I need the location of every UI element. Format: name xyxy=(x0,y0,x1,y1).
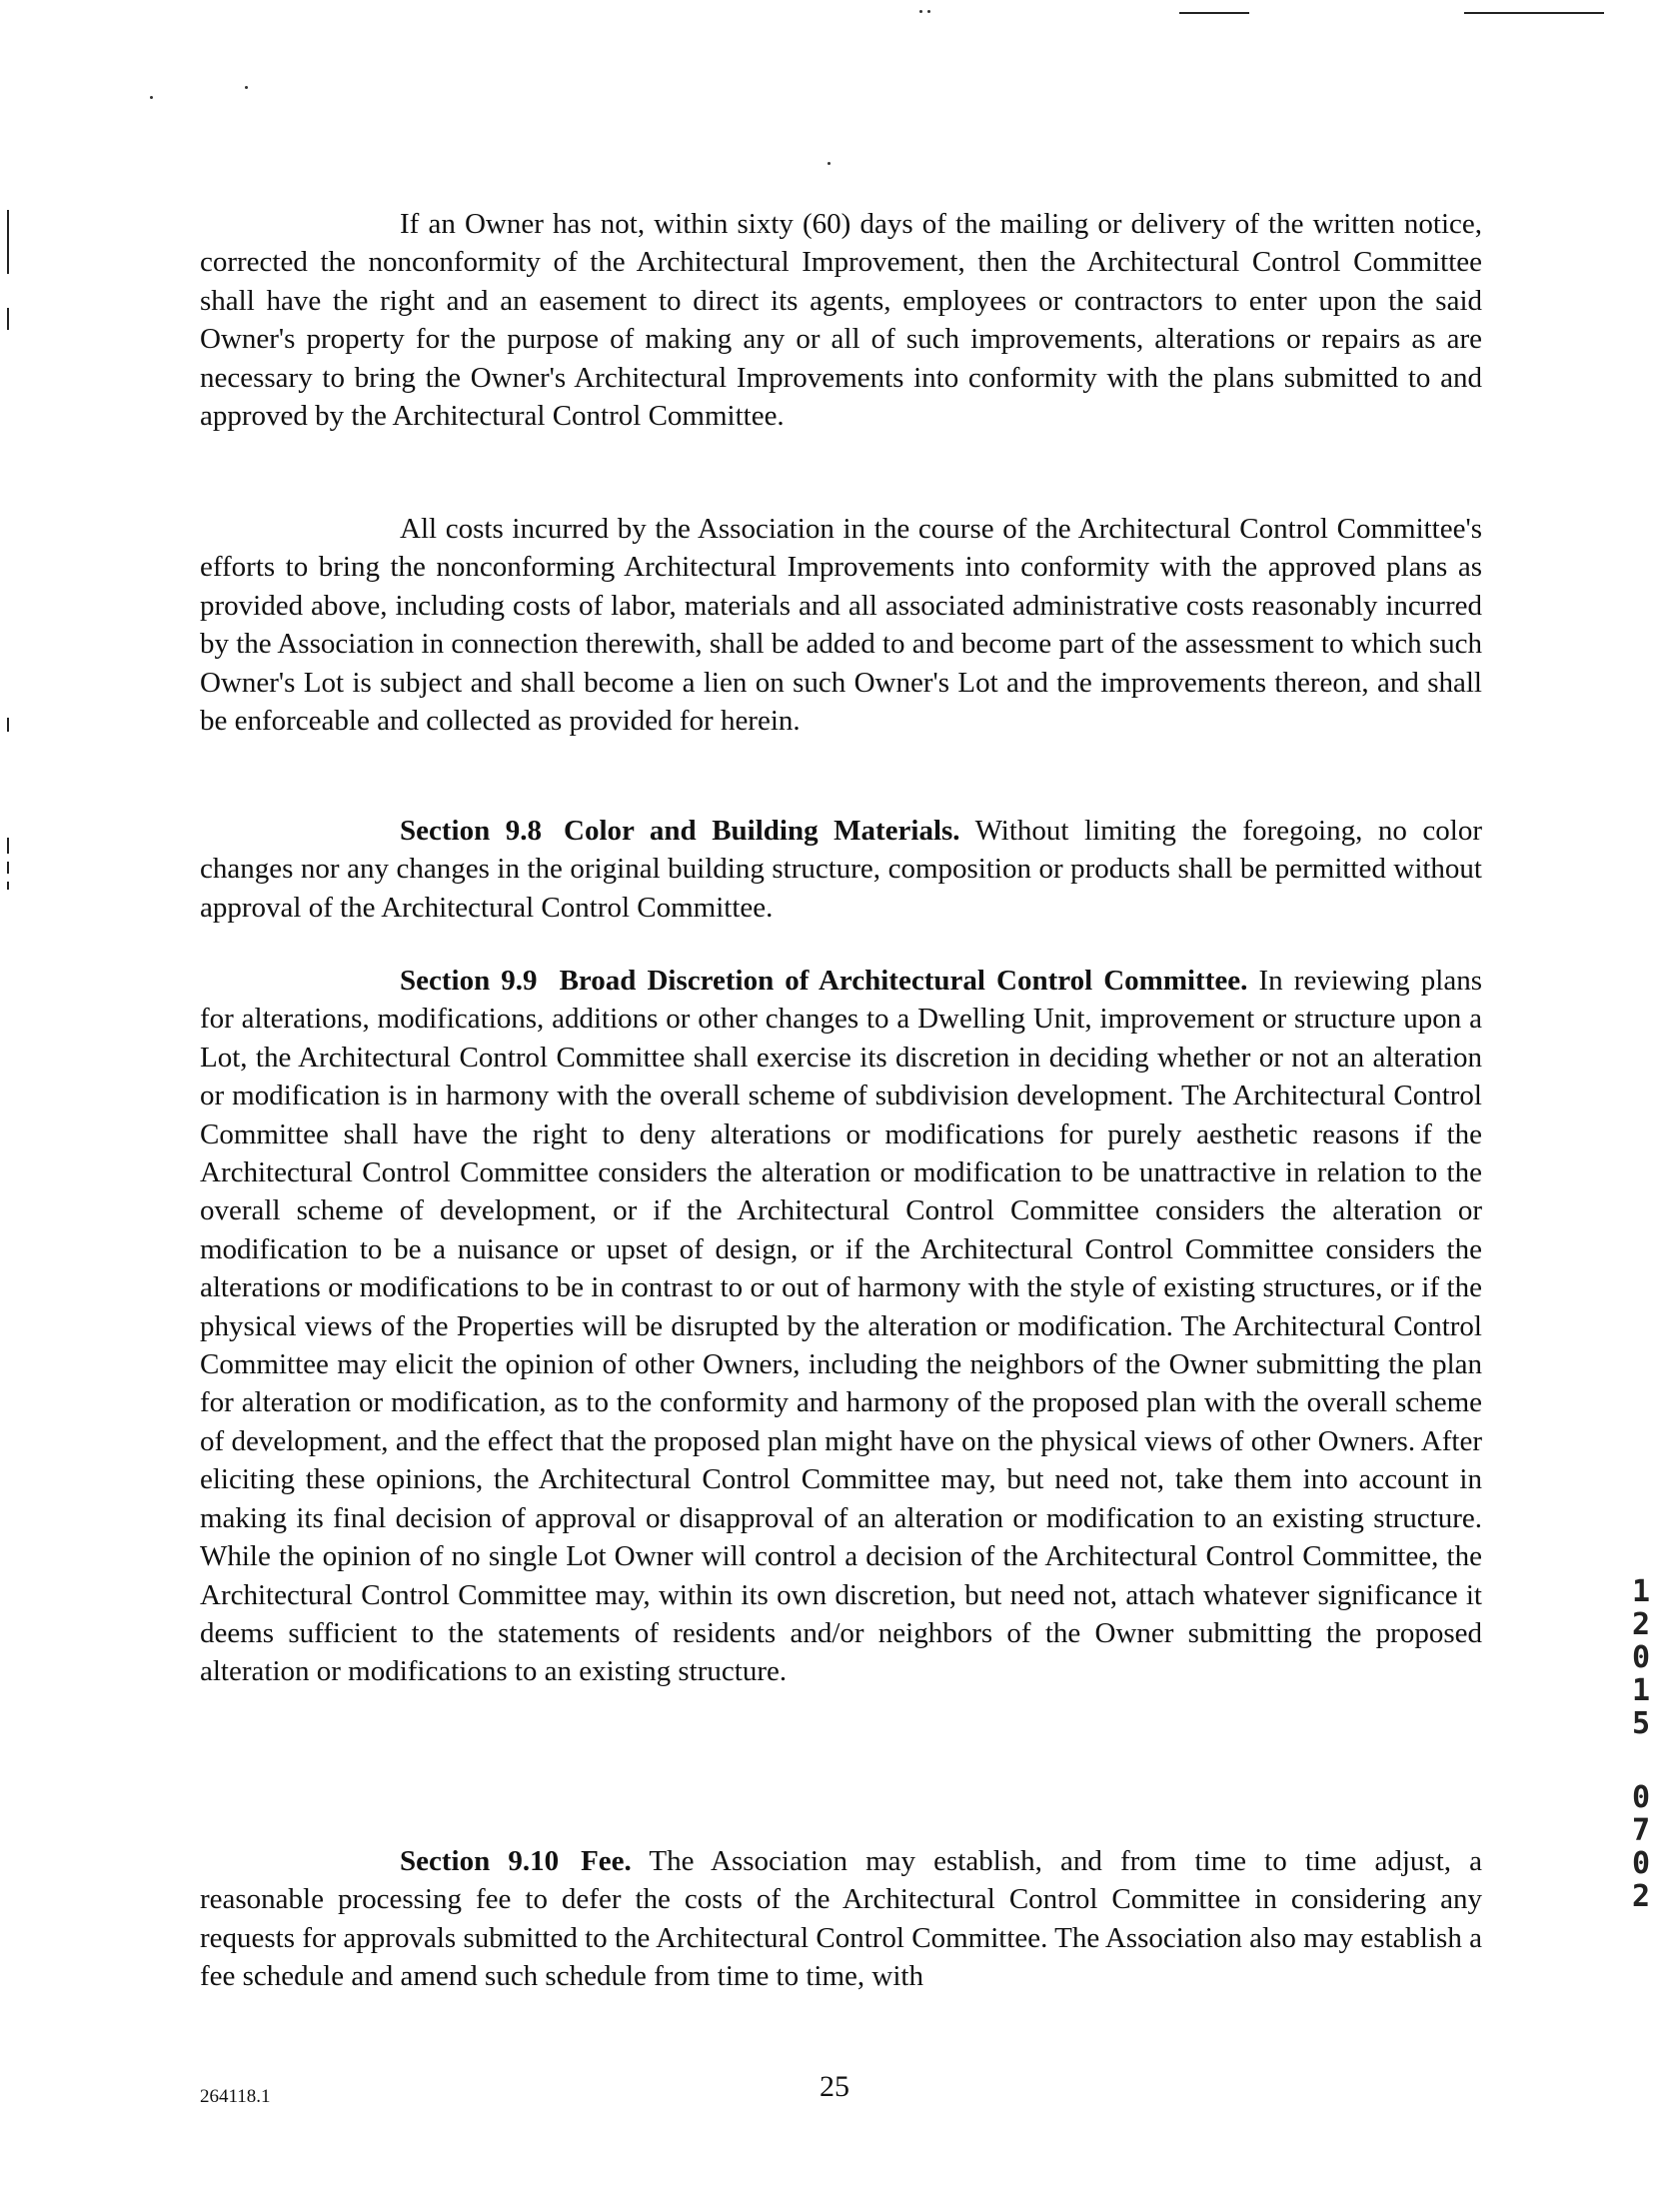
margin-bar xyxy=(7,838,9,854)
stamp-digit: 1 xyxy=(1631,1673,1651,1708)
section-paragraph xyxy=(200,962,1482,1691)
section-title: Broad Discretion of Architectural Control Committee. xyxy=(559,965,1248,997)
stamp-digit: 0 xyxy=(1631,1780,1651,1815)
side-stamp xyxy=(1611,1575,1671,1740)
stamp-digit: 0 xyxy=(1631,1640,1651,1675)
margin-bar xyxy=(7,718,9,732)
section-9-9-block xyxy=(200,962,1482,1691)
scan-dot xyxy=(245,86,248,89)
stamp-digit: 2 xyxy=(1631,1879,1651,1914)
side-stamp xyxy=(1611,1781,1671,1913)
margin-bar xyxy=(7,862,9,874)
stamp-digit: 5 xyxy=(1631,1706,1651,1741)
section-title: Color and Building Materials. xyxy=(564,815,960,847)
section-paragraph xyxy=(200,1842,1482,1996)
stamp-digit: 0 xyxy=(1631,1846,1651,1881)
section-9-8-block xyxy=(200,812,1482,927)
stamp-digit: 2 xyxy=(1631,1607,1651,1642)
paragraph-block xyxy=(200,510,1482,740)
top-rule-line xyxy=(1179,12,1249,14)
section-9-10-block xyxy=(200,1842,1482,1996)
section-number: Section 9.9 xyxy=(400,965,538,997)
section-body: Without limiting the foregoing, no color changes nor any changes in the original building structure, composition or products shall be permitted without approval of the Architectural Control Committee. xyxy=(200,815,1482,924)
section-body: In reviewing plans for alterations, modifications, additions or other changes to a Dwelling Unit, improvement or structure upon a Lot, the Architectural Control Committee shall exercise its discretion in deciding whether or not an alteration or modification is in harmony with the overall scheme of subdivision development. The Architectural Control Committee shall have the right to deny alterations or modifications for purely aesthetic reasons if the Architectural Control Committee considers the alteration or modification to be unattractive in relation to the overall scheme of development, or if the Architectural Control Committee considers the alteration or modification to be a nuisance or upset of design, or if the Architectural Control Committee considers the alterations or modifications to be in contrast to or out of harmony with the style of existing structures, or if the physical views of the Properties will be disrupted by the alteration or modification. The Architectural Control Committee may elicit the opinion of other Owners, including the neighbors of the Owner submitting the plan for alteration or modification, as to the conformity and harmony of the proposed plan with the overall scheme of development, and the effect that the proposed plan might have on the physical views of other Owners. After eliciting these opinions, the Architectural Control Committee may, but need not, take them into account in making its final decision of approval or disapproval of an alteration or modification to an existing structure. While the opinion of no single Lot Owner will control a decision of the Architectural Control Committee, the Architectural Control Committee may, within its own discretion, but need not, attach whatever significance it deems sufficient to the statements of residents and/or neighbors of the Owner submitting the proposed alteration or modifications to an existing structure. xyxy=(200,965,1482,1688)
paragraph: If an Owner has not, within sixty (60) days of the mailing or delivery of the written notice, corrected the nonconformity of the Architectural Improvement, then the Architectural Control Committee shall have the right and an easement to direct its agents, employees or contractors to enter upon the said Owner's property for the purpose of making any or all of such improvements, alterations or repairs as are necessary to bring the Owner's Architectural Improvements into conformity with the plans submitted to and approved by the Architectural Control Committee. xyxy=(200,208,1482,433)
paragraph: All costs incurred by the Association in the course of the Architectural Control Committee's efforts to bring the nonconforming Architectural Improvements into conformity with the approved plans as provided above, including costs of labor, materials and all associated administrative costs reasonably incurred by the Association in connection therewith, shall be added to and become part of the assessment to which such Owner's Lot is subject and shall become a lien on such Owner's Lot and the improvements thereon, and shall be enforceable and collected as provided for herein. xyxy=(200,513,1482,738)
stamp-digit: 7 xyxy=(1631,1813,1651,1848)
margin-bar xyxy=(7,210,9,274)
scan-dot xyxy=(828,162,831,165)
section-paragraph xyxy=(200,812,1482,927)
section-number: Section 9.8 xyxy=(400,815,543,847)
stamp-digit: 1 xyxy=(1631,1574,1651,1609)
section-title: Fee. xyxy=(581,1845,632,1877)
scan-dot xyxy=(150,96,153,99)
scan-dot xyxy=(927,10,930,13)
margin-bar xyxy=(7,308,9,330)
paragraph-block xyxy=(200,205,1482,435)
document-id: 264118.1 xyxy=(200,2086,271,2107)
page-number: 25 xyxy=(820,2070,849,2103)
section-body: The Association may establish, and from time to time adjust, a reasonable processing fee to defer the costs of the Architectural Control Committee in considering any requests for approvals submitted to the Architectural Control Committee. The Association also may establish a fee schedule and amend such schedule from time to time, with xyxy=(200,1845,1483,1993)
section-number: Section 9.10 xyxy=(400,1845,560,1877)
top-rule-line xyxy=(1464,12,1604,14)
margin-bar xyxy=(7,882,9,890)
scan-dot xyxy=(919,10,922,13)
